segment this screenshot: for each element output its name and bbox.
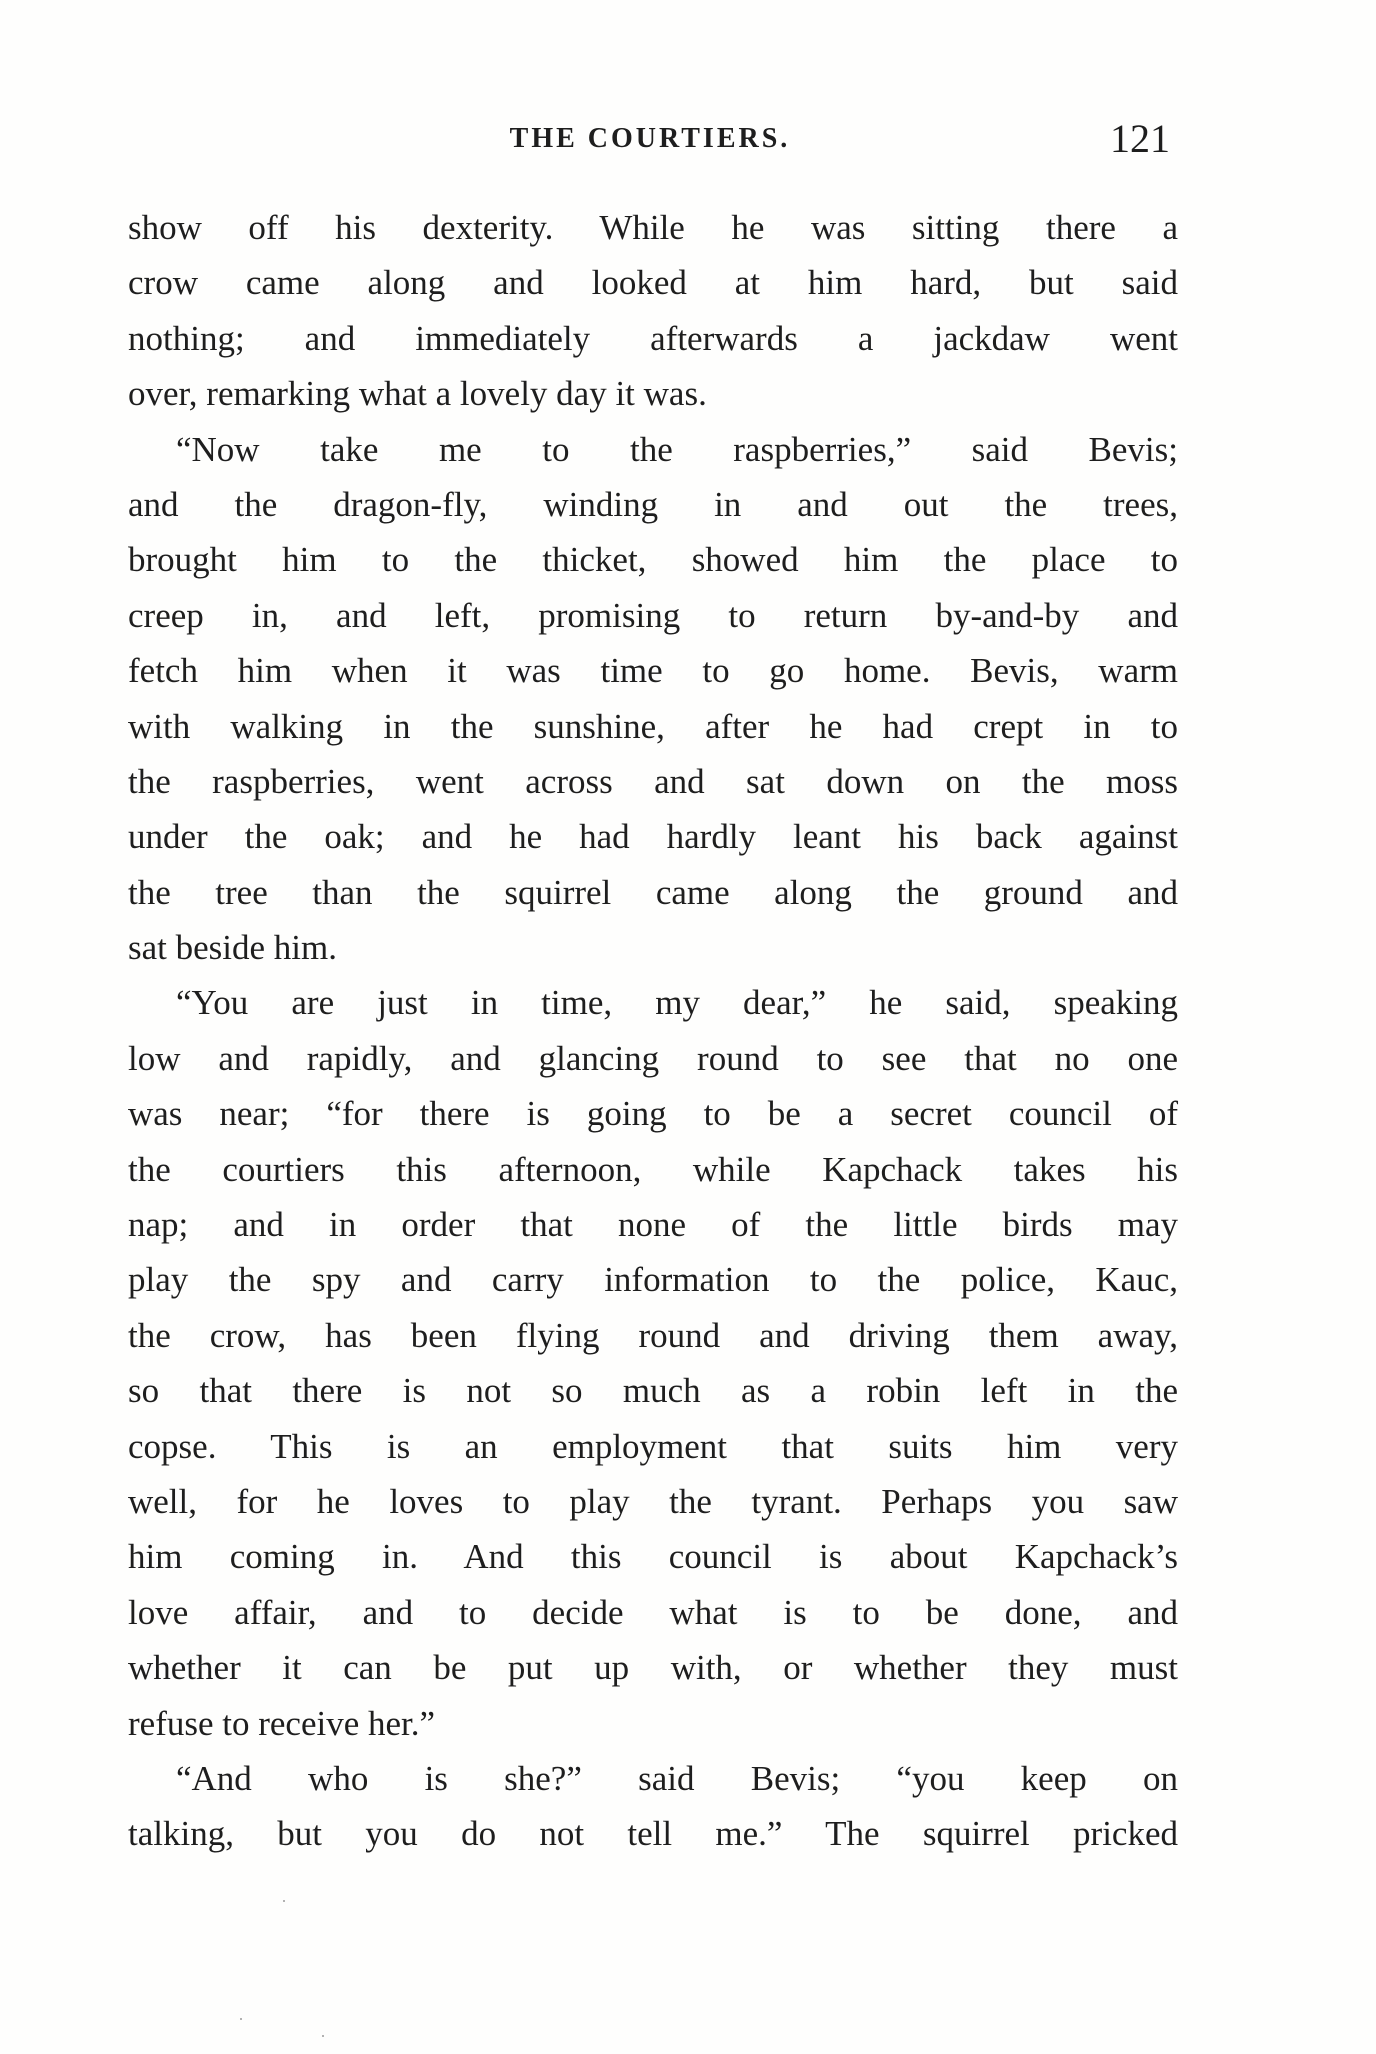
text-line: whether it can be put up with, or whether they must [128, 1648, 1178, 1688]
text-line: “Now take me to the raspberries,” said Bevis; [176, 429, 1178, 469]
text-line: and the dragon-fly, winding in and out the trees, [128, 484, 1178, 524]
body-text [128, 200, 1178, 1862]
text-line: “You are just in time, my dear,” he said, speaking [176, 983, 1178, 1023]
paper-speck [283, 1900, 285, 1902]
paper-speck [240, 2018, 242, 2020]
text-line: over, remarking what a lovely day it was. [128, 374, 707, 414]
text-line: him coming in. And this council is about Kapchack’s [128, 1537, 1178, 1577]
text-line: love affair, and to decide what is to be done, and [128, 1592, 1178, 1632]
text-line: with walking in the sunshine, after he had crept in to [128, 706, 1178, 746]
text-line: fetch him when it was time to go home. Bevis, warm [128, 651, 1178, 691]
text-line: low and rapidly, and glancing round to see that no one [128, 1038, 1178, 1078]
text-line: creep in, and left, promising to return by-and-by and [128, 595, 1178, 635]
running-title: THE COURTIERS. [509, 123, 791, 154]
text-line: nothing; and immediately afterwards a jackdaw went [128, 318, 1178, 358]
text-line: the tree than the squirrel came along the ground and [128, 872, 1178, 912]
text-line: copse. This is an employment that suits him very [128, 1426, 1178, 1466]
running-head [130, 115, 1170, 175]
text-line: brought him to the thicket, showed him the place to [128, 540, 1178, 580]
text-line: nap; and in order that none of the little birds may [128, 1205, 1178, 1245]
text-line: under the oak; and he had hardly leant his back against [128, 817, 1178, 857]
text-line: sat beside him. [128, 928, 337, 968]
text-line: so that there is not so much as a robin left in the [128, 1371, 1178, 1411]
text-line: “And who is she?” said Bevis; “you keep on [176, 1758, 1178, 1798]
text-line: the courtiers this afternoon, while Kapchack takes his [128, 1149, 1178, 1189]
text-line: the crow, has been flying round and driving them away, [128, 1315, 1178, 1355]
text-line: well, for he loves to play the tyrant. Perhaps you saw [128, 1481, 1178, 1521]
text-line: crow came along and looked at him hard, but said [128, 263, 1178, 303]
text-line: refuse to receive her.” [128, 1703, 436, 1743]
text-line: the raspberries, went across and sat down on the moss [128, 761, 1178, 801]
page-number: 121 [1110, 116, 1170, 161]
text-line: show off his dexterity. While he was sitting there a [128, 208, 1178, 247]
text-line: play the spy and carry information to the police, Kauc, [128, 1260, 1178, 1300]
text-line: was near; “for there is going to be a secret council of [128, 1094, 1178, 1134]
paper-speck [322, 2035, 324, 2037]
text-line: talking, but you do not tell me.” The squirrel pricked [128, 1814, 1178, 1854]
